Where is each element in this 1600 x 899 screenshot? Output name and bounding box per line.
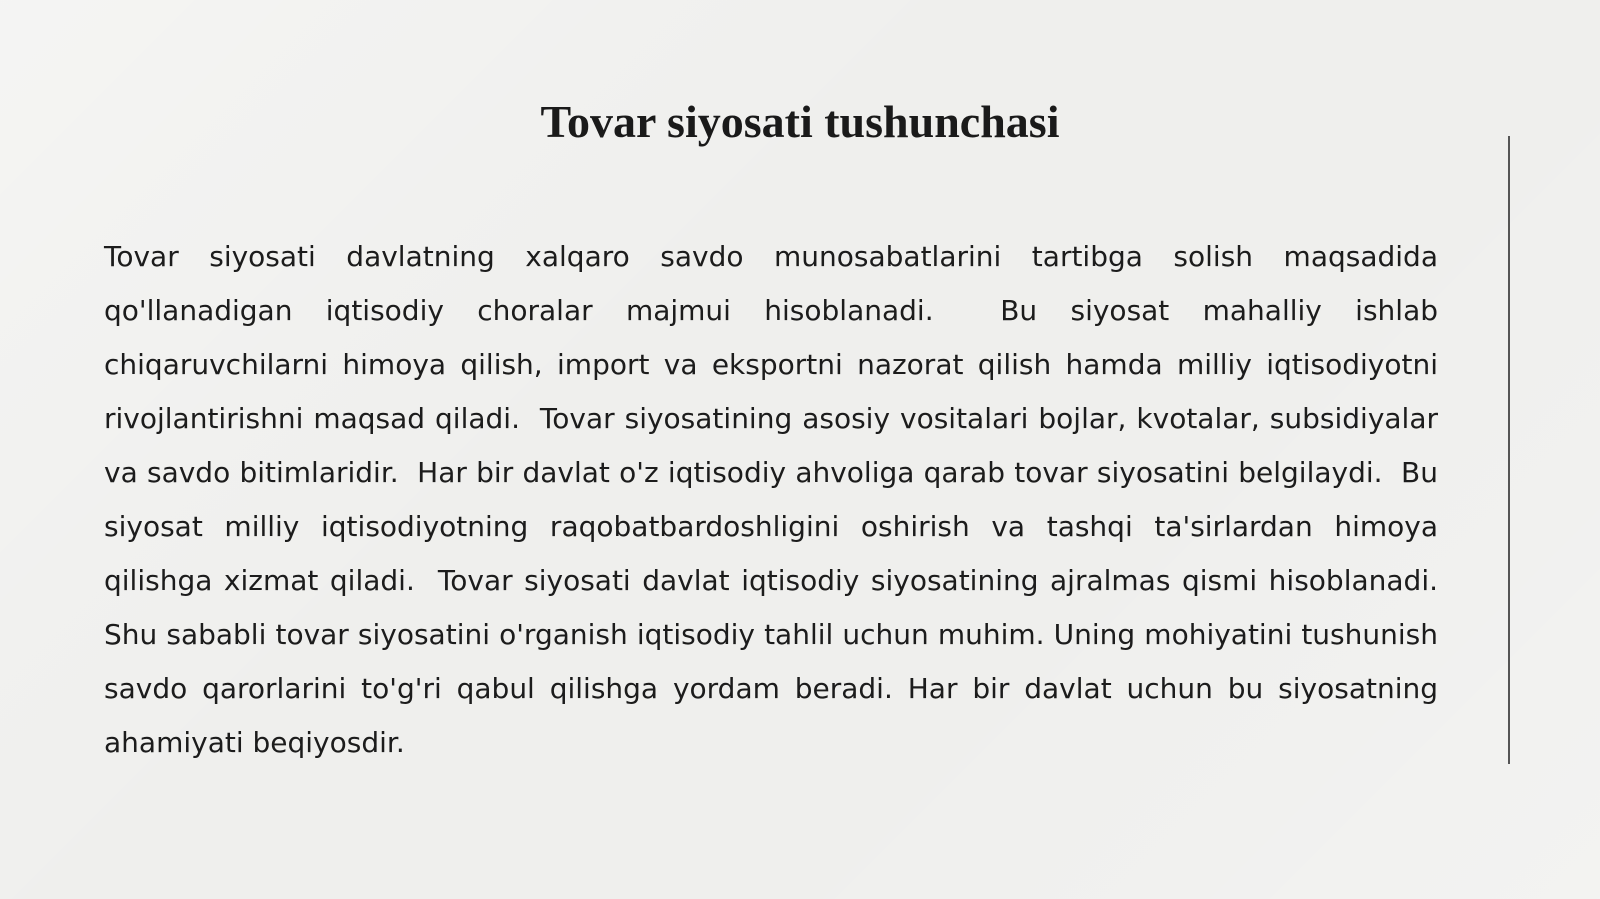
slide-title: Tovar siyosati tushunchasi — [540, 96, 1060, 147]
vertical-divider — [1508, 136, 1510, 764]
slide-body-text: Tovar siyosati davlatning xalqaro savdo munosabatlarini tartibga solish maqsadida qo'llanadigan iqtisodiy choralar majmui hisoblanadi. Bu siyosat mahalliy ishlab chiqaruvchilarni himoya qilish, import va eksportni nazorat qilish hamda milliy iqtisodiyotni rivojlantirishni maqsad qiladi. Tovar siyosatining asosiy vositalari bojlar, kvotalar, subsidiyalar va savdo bitimlaridir. Har bir davlat o'z iqtisodiy ahvoliga qarab tovar siyosatini belgilaydi. Bu siyosat milliy iqtisodiyotning raqobatbardoshligini oshirish va tashqi ta'sirlardan himoya qilishga xizmat qiladi. Tovar siyosati davlat iqtisodiy siyosatining ajralmas qismi hisoblanadi. Shu sababli tovar siyosatini o'rganish iqtisodiy tahlil uchun muhim. Uning mohiyatini tushunish savdo qarorlarini to'g'ri qabul qilishga yordam beradi. Har bir davlat uchun bu siyosatning ahamiyati beqiyosdir. — [104, 240, 1447, 759]
